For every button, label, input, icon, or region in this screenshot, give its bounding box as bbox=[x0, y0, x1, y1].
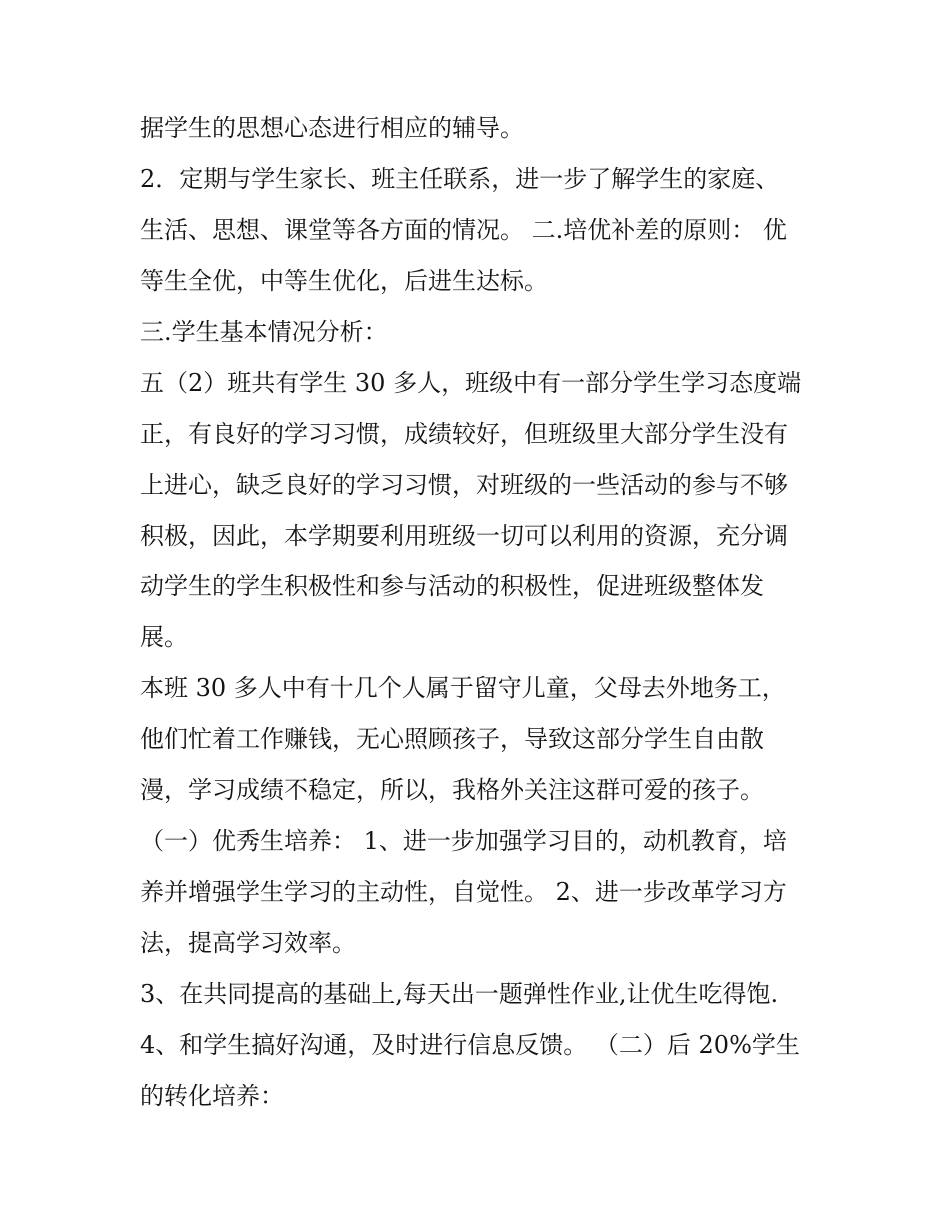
text-line: 2．定期与学生家长、班主任联系，进一步了解学生的家庭、 bbox=[140, 165, 780, 193]
text-line: 漫，学习成绩不稳定，所以，我格外关注这群可爱的孩子。 bbox=[140, 776, 764, 804]
text-line: 展。 bbox=[140, 623, 188, 651]
text-line: 4、和学生搞好沟通，及时进行信息反馈。 （二）后 20%学生 bbox=[140, 1031, 800, 1059]
text-line: 正，有良好的学习习惯，成绩较好，但班级里大部分学生没有 bbox=[140, 420, 788, 448]
text-line: 上进心，缺乏良好的学习习惯，对班级的一些活动的参与不够 bbox=[140, 471, 788, 499]
text-line: 他们忙着工作赚钱，无心照顾孩子，导致这部分学生自由散 bbox=[140, 725, 764, 753]
text-line: 法，提高学习效率。 bbox=[140, 929, 356, 957]
text-line: 动学生的学生积极性和参与活动的积极性，促进班级整体发 bbox=[140, 572, 764, 600]
text-line: 等生全优，中等生优化，后进生达标。 bbox=[140, 267, 548, 295]
text-line: 积极，因此，本学期要利用班级一切可以利用的资源，充分调 bbox=[140, 522, 788, 550]
text-line: （一）优秀生培养： 1、进一步加强学习目的，动机教育，培 bbox=[140, 827, 787, 855]
text-line: 据学生的思想心态进行相应的辅导。 bbox=[140, 114, 524, 142]
text-line: 五（2）班共有学生 30 多人，班级中有一部分学生学习态度端 bbox=[140, 369, 802, 397]
section-heading: 三.学生基本情况分析： bbox=[140, 318, 388, 346]
text-line: 养并增强学生学习的主动性，自觉性。 2、进一步改革学习方 bbox=[140, 878, 787, 906]
text-line: 3、在共同提高的基础上,每天出一题弹性作业,让优生吃得饱. bbox=[140, 980, 779, 1008]
text-line: 本班 30 多人中有十几个人属于留守儿童，父母去外地务工， bbox=[140, 674, 786, 702]
text-line: 的转化培养： bbox=[140, 1082, 284, 1110]
text-line: 生活、思想、课堂等各方面的情况。 二.培优补差的原则： 优 bbox=[140, 216, 787, 244]
